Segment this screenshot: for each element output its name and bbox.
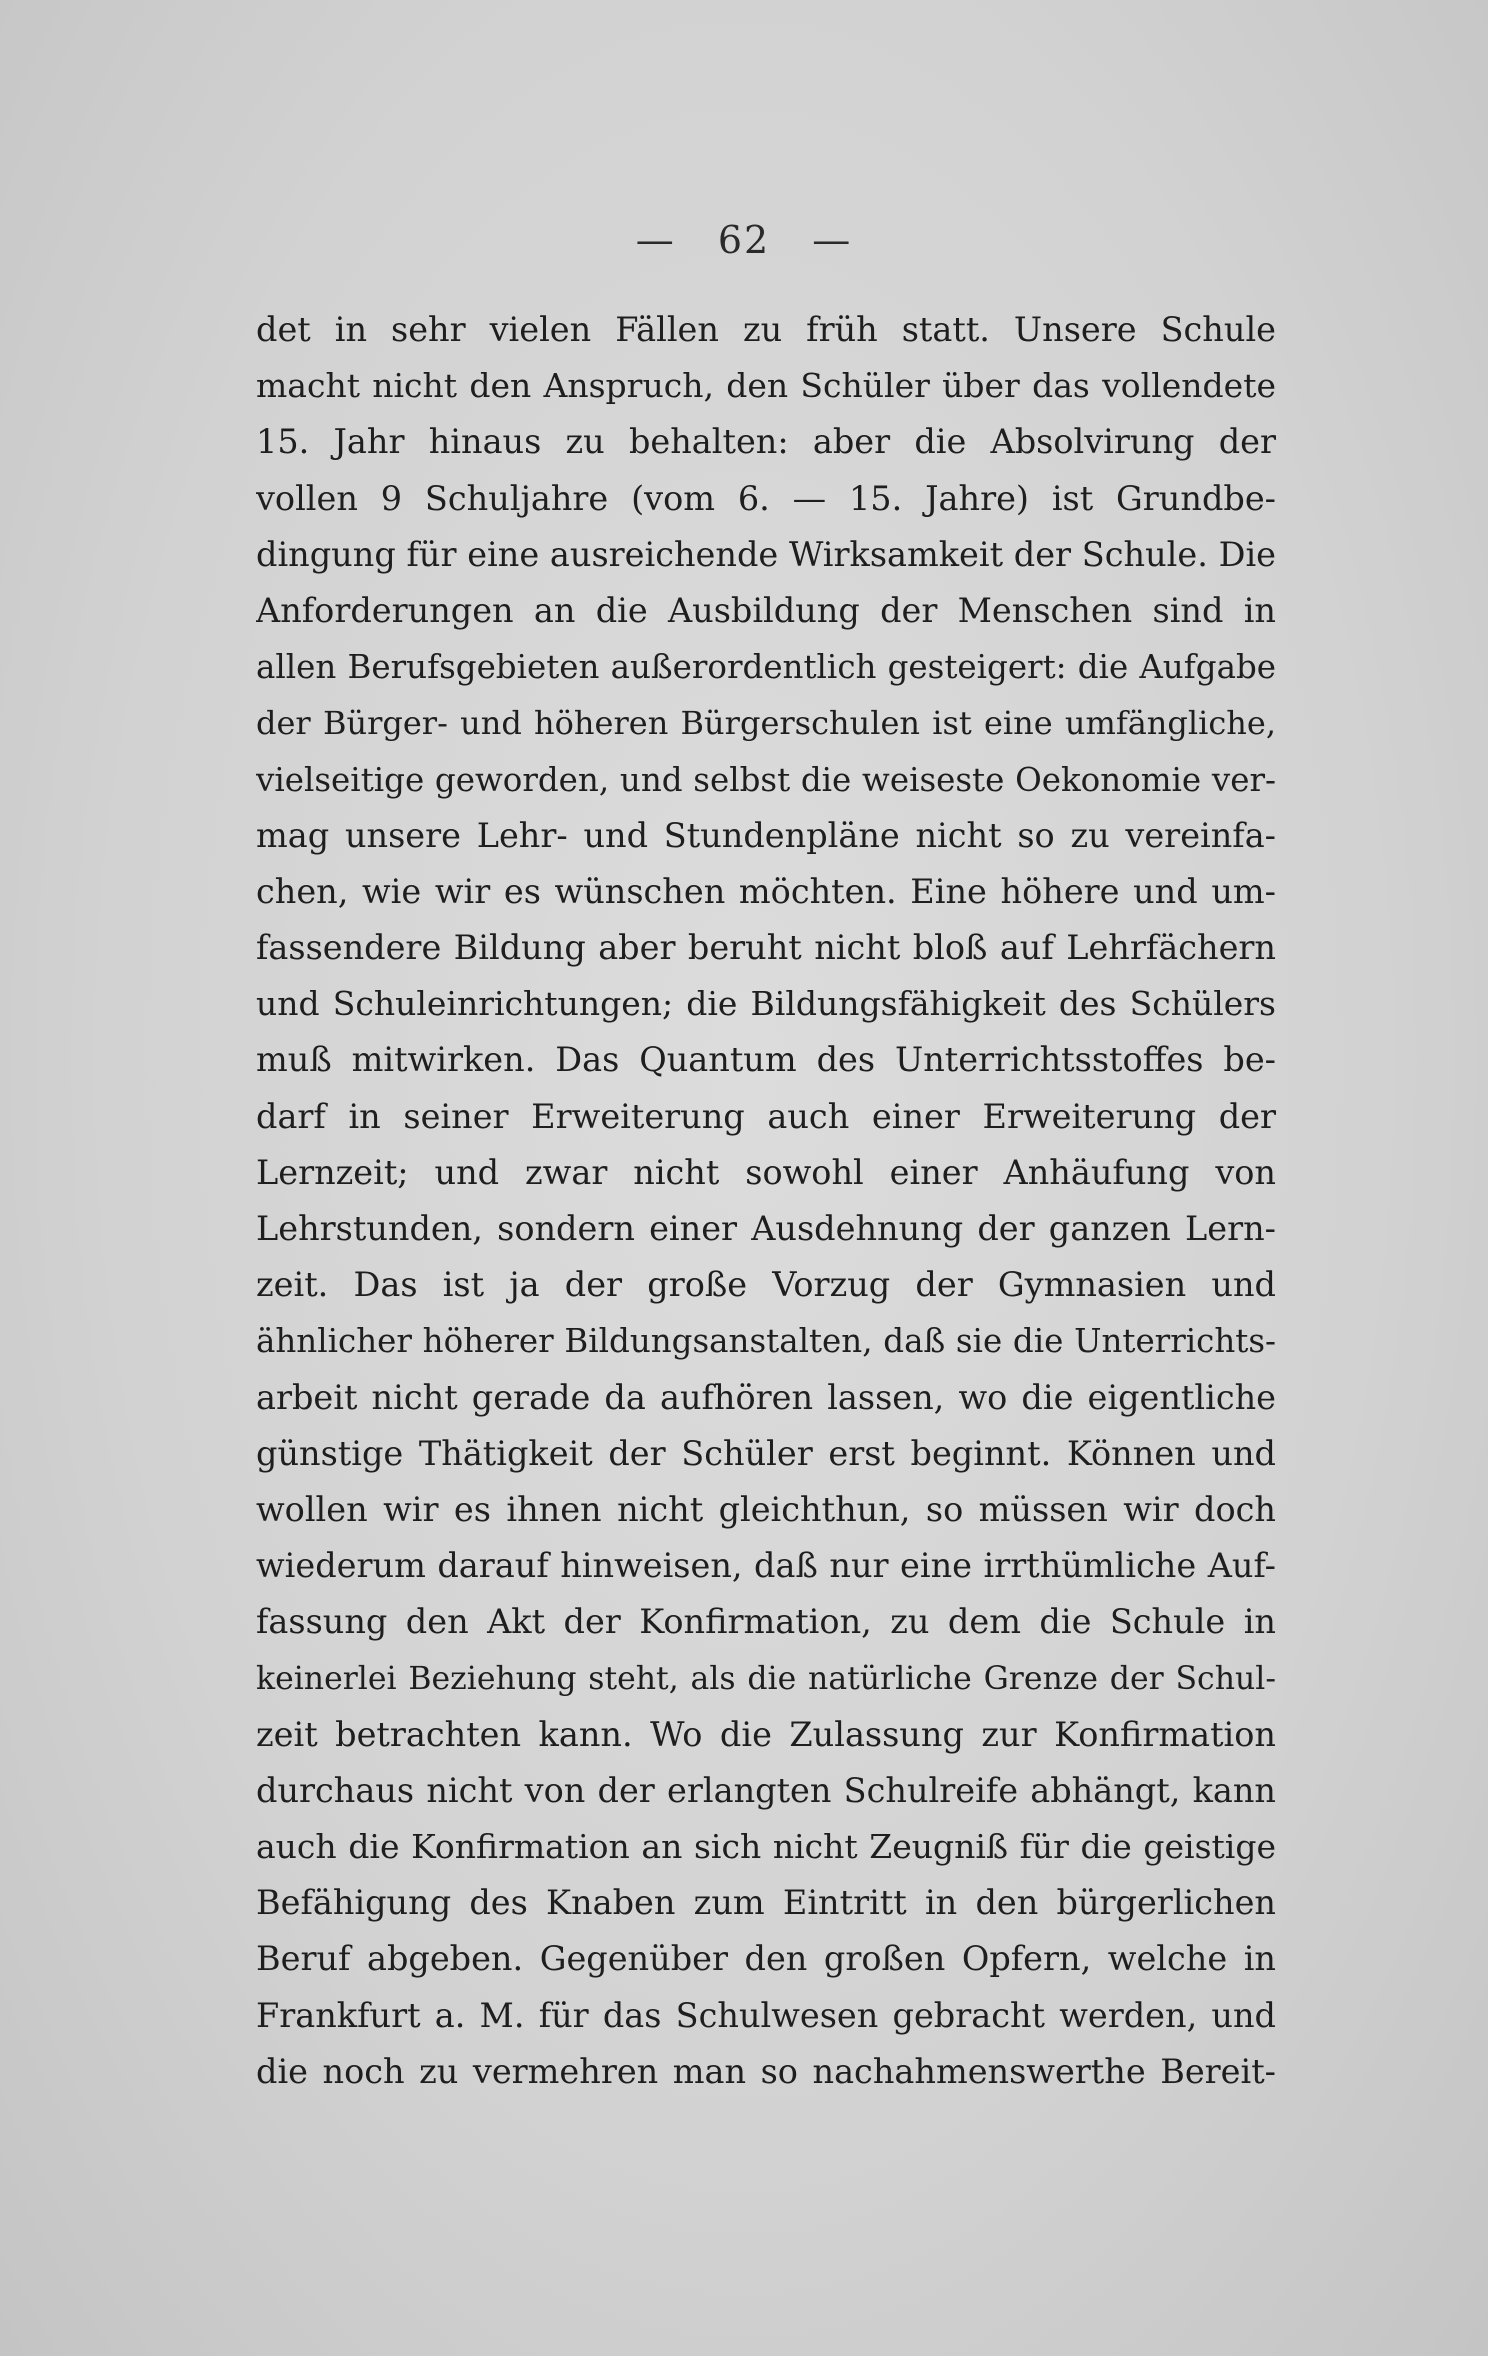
text-line: günstige Thätigkeit der Schüler erst beginnt. Können und [256,1433,1276,1473]
body-text [256,302,1276,2100]
text-line: wollen wir es ihnen nicht gleichthun, so müssen wir doch [256,1489,1276,1529]
text-line: Lehrstunden, sondern einer Ausdehnung der ganzen Lern- [256,1209,1276,1248]
text-line: chen, wie wir es wünschen möchten. Eine höhere und um- [256,871,1276,911]
text-line: keinerlei Beziehung steht, als die natürliche Grenze der Schul- [256,1660,1276,1697]
text-line: die noch zu vermehren man so nachahmenswerthe Bereit- [256,2051,1276,2091]
text-line: Lernzeit; und zwar nicht sowohl einer Anhäufung von [256,1152,1276,1192]
page-number-header [0,218,1488,262]
text-line: macht nicht den Anspruch, den Schüler über das vollendete [256,366,1276,406]
text-line: vollen 9 Schuljahre (vom 6. — 15. Jahre) ist Grundbe- [256,478,1276,518]
text-line: zeit. Das ist ja der große Vorzug der Gymnasien und [256,1265,1276,1305]
text-line: und Schuleinrichtungen; die Bildungsfähigkeit des Schülers [256,984,1276,1024]
text-line: allen Berufsgebieten außerordentlich gesteigert: die Aufgabe [256,648,1276,687]
text-line: Frankfurt a. M. für das Schulwesen gebracht werden, und [256,1995,1276,2035]
text-line: fassendere Bildung aber beruht nicht bloß auf Lehrfächern [256,928,1276,968]
header-dash-left: — [635,218,676,262]
text-line: dingung für eine ausreichende Wirksamkeit der Schule. Die [256,534,1276,574]
text-line: 15. Jahr hinaus zu behalten: aber die Absolvirung der [256,422,1276,462]
text-line: det in sehr vielen Fällen zu früh statt. Unsere Schule [256,310,1276,349]
text-line: wiederum darauf hinweisen, daß nur eine irrthümliche Auf- [256,1546,1276,1586]
text-line: ähnlicher höherer Bildungsanstalten, daß sie die Unterrichts- [256,1322,1276,1361]
text-line: arbeit nicht gerade da aufhören lassen, wo die eigentliche [256,1377,1276,1417]
text-line: durchaus nicht von der erlangten Schulreife abhängt, kann [256,1770,1276,1810]
header-dash-right: — [812,218,853,262]
text-line: Beruf abgeben. Gegenüber den großen Opfern, welche in [256,1939,1276,1979]
text-line: der Bürger- und höheren Bürgerschulen ist eine umfängliche, [256,704,1276,743]
text-line: zeit betrachten kann. Wo die Zulassung zur Konfirmation [256,1714,1276,1754]
text-line: Anforderungen an die Ausbildung der Menschen sind in [256,590,1276,630]
text-line: fassung den Akt der Konfirmation, zu dem die Schule in [256,1602,1276,1642]
text-line: darf in seiner Erweiterung auch einer Erweiterung der [256,1096,1276,1136]
text-line: Befähigung des Knaben zum Eintritt in den bürgerlichen [256,1883,1276,1923]
text-line: auch die Konfirmation an sich nicht Zeugniß für die geistige [256,1827,1276,1867]
text-line: mag unsere Lehr- und Stundenpläne nicht so zu vereinfa- [256,815,1276,855]
text-line: vielseitige geworden, und selbst die weiseste Oekonomie ver- [256,760,1276,799]
page-number: 62 [717,218,771,262]
text-line: muß mitwirken. Das Quantum des Unterrichtsstoffes be- [256,1040,1276,1080]
